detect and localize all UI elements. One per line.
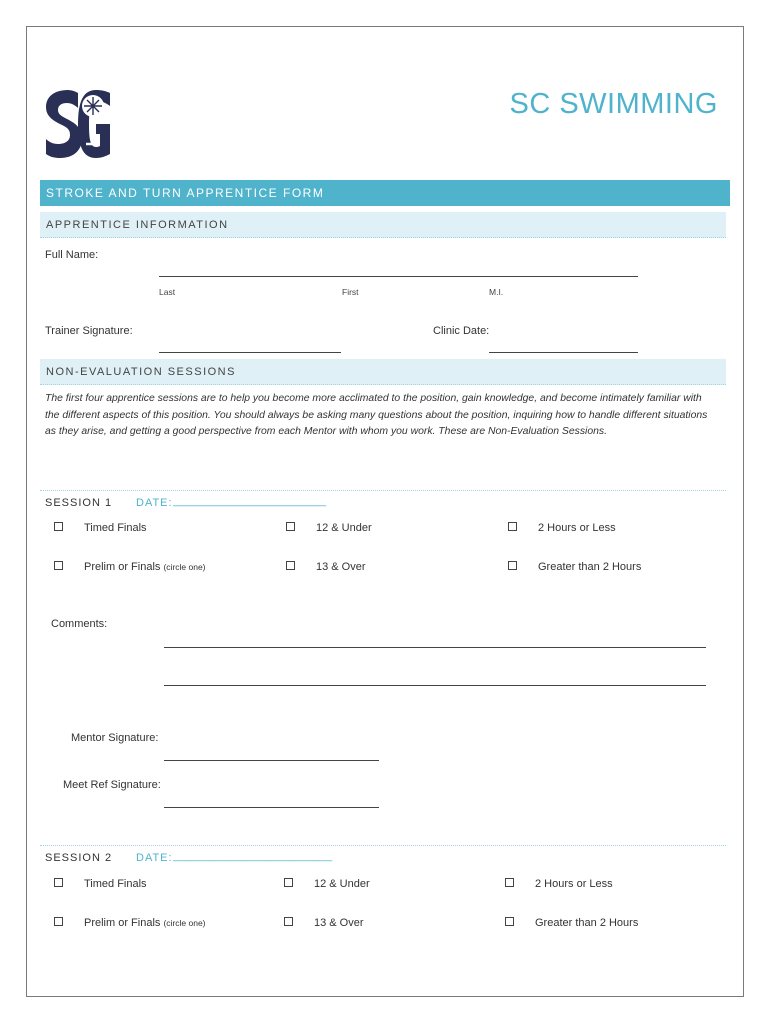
- section-apprentice-information: APPRENTICE INFORMATION: [40, 212, 726, 238]
- session2-prelim-finals-label: [84, 917, 206, 929]
- session2-date-label: DATE:: [136, 852, 173, 864]
- session2-greater-2-hours-checkbox[interactable]: [505, 917, 514, 926]
- session2-2-hours-less-label: 2 Hours or Less: [535, 878, 613, 890]
- session1-timed-finals-label: Timed Finals: [84, 522, 147, 534]
- clinic-date-label: Clinic Date:: [433, 325, 490, 337]
- form-title-banner: STROKE AND TURN APPRENTICE FORM: [40, 180, 730, 206]
- session1-13-over-checkbox[interactable]: [286, 561, 295, 570]
- non-evaluation-description: The first four apprentice sessions are to help you become more acclimated to the position, gain knowledge, and become intimately familiar with the different aspects of this position. You should always be asking many questions about the position, inquiring how to handle different situations as they arise, and getting a good perspective from each Mentor with whom you work. These are Non-Evaluation Sessions.: [45, 393, 708, 437]
- form-page: [26, 26, 744, 997]
- full-name-field[interactable]: [159, 276, 638, 277]
- middle-initial-caption: M.I.: [489, 287, 504, 297]
- session2-date-field[interactable]: __________________________: [173, 850, 333, 862]
- session2-12-under-checkbox[interactable]: [284, 878, 293, 887]
- session2-circle-one-note: (circle one): [163, 918, 206, 928]
- session1-greater-2-hours-label: Greater than 2 Hours: [538, 561, 642, 573]
- session2-13-over-label: 13 & Over: [314, 917, 364, 929]
- session1-2-hours-less-checkbox[interactable]: [508, 522, 517, 531]
- trainer-signature-field[interactable]: [159, 352, 341, 353]
- session2-prelim-finals-text: Prelim or Finals: [84, 917, 161, 929]
- session2-timed-finals-checkbox[interactable]: [54, 878, 63, 887]
- last-name-caption: Last: [159, 287, 176, 297]
- session1-divider: [40, 490, 726, 491]
- session1-greater-2-hours-checkbox[interactable]: [508, 561, 517, 570]
- session1-12-under-checkbox[interactable]: [286, 522, 295, 531]
- full-name-label: Full Name:: [45, 249, 99, 261]
- clinic-date-field[interactable]: [489, 352, 638, 353]
- session1-2-hours-less-label: 2 Hours or Less: [538, 522, 616, 534]
- session1-prelim-finals-checkbox[interactable]: [54, 561, 63, 570]
- session1-circle-one-note: (circle one): [163, 562, 206, 572]
- mentor-signature-field[interactable]: [164, 760, 379, 761]
- session1-title: SESSION 1: [45, 497, 113, 509]
- session1-date-label: DATE:: [136, 497, 173, 509]
- sc-logo-icon: [44, 88, 112, 160]
- session1-comments-line-2[interactable]: [164, 685, 706, 686]
- session2-12-under-label: 12 & Under: [314, 878, 370, 890]
- trainer-signature-label: Trainer Signature:: [45, 325, 133, 337]
- session2-prelim-finals-checkbox[interactable]: [54, 917, 63, 926]
- session1-prelim-finals-text: Prelim or Finals: [84, 561, 161, 573]
- session1-comments-line-1[interactable]: [164, 647, 706, 648]
- brand-title: SC SWIMMING: [509, 88, 718, 120]
- session2-timed-finals-label: Timed Finals: [84, 878, 147, 890]
- session1-timed-finals-checkbox[interactable]: [54, 522, 63, 531]
- session1-12-under-label: 12 & Under: [316, 522, 372, 534]
- session1-comments-label: Comments:: [51, 618, 108, 630]
- meet-ref-signature-label: Meet Ref Signature:: [63, 779, 161, 791]
- session2-title: SESSION 2: [45, 852, 113, 864]
- session2-13-over-checkbox[interactable]: [284, 917, 293, 926]
- first-name-caption: First: [342, 287, 359, 297]
- section-non-evaluation-sessions: NON-EVALUATION SESSIONS: [40, 359, 726, 385]
- session2-divider: [40, 845, 726, 846]
- session2-greater-2-hours-label: Greater than 2 Hours: [535, 917, 639, 929]
- session1-prelim-finals-label: [84, 561, 206, 573]
- meet-ref-signature-field[interactable]: [164, 807, 379, 808]
- session1-date-field[interactable]: _________________________: [173, 495, 326, 507]
- session2-2-hours-less-checkbox[interactable]: [505, 878, 514, 887]
- session1-13-over-label: 13 & Over: [316, 561, 366, 573]
- mentor-signature-label: Mentor Signature:: [71, 732, 159, 744]
